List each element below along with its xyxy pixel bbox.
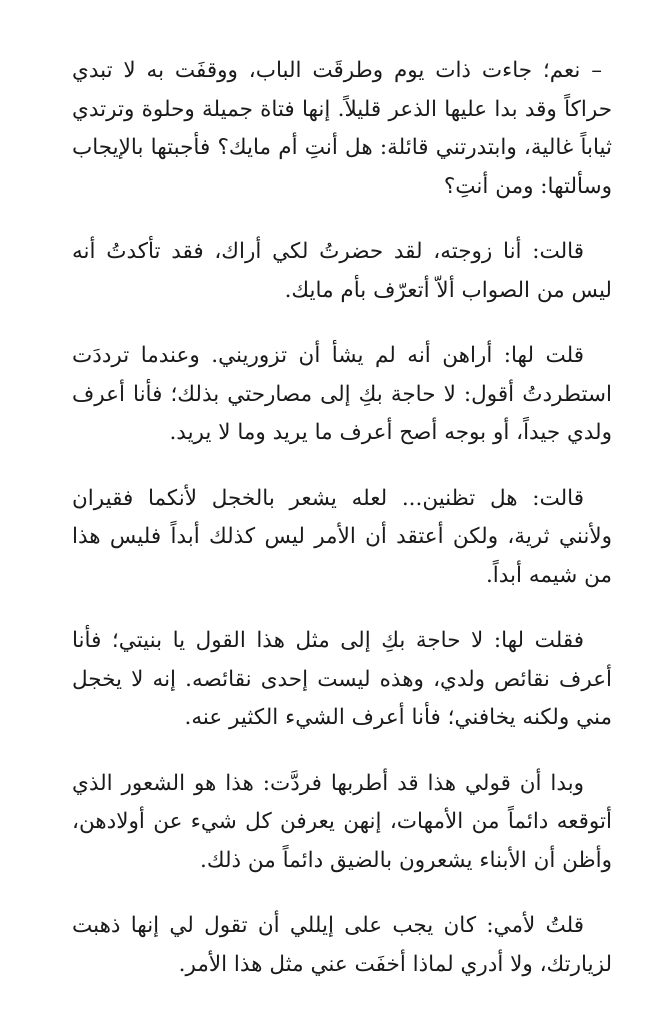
book-page-text	[72, 52, 612, 1011]
paragraph-7: قلتُ لأمي: كان يجب على إيللي أن تقول لي إنها ذهبت لزيارتك، ولا أدري لماذا أخفَت عني مثل هذا الأمر.	[72, 913, 612, 977]
paragraph-6: وبدا أن قولي هذا قد أطربها فردَّت: هذا هو الشعور الذي أتوقعه دائماً من الأمهات، إنهن يعرفن كل شيء عن أولادهن، وأظن أن الأبناء يشعرون بالضيق دائماً من ذلك.	[72, 770, 612, 873]
paragraph-1: – نعم؛ جاءت ذات يوم وطرقَت الباب، ووقفَت به لا تبدي حراكاً وقد بدا عليها الذعر قليلاً. إنها فتاة جميلة وحلوة وترتدي ثياباً غالية، وابتدرتني قائلة: هل أنتِ أم مايك؟ فأجبتها بالإيجاب وسألتها: ومن أنتِ؟	[72, 58, 612, 199]
paragraph-3: قلت لها: أراهن أنه لم يشأ أن تزوريني. وعندما ترددَت استطردتُ أقول: لا حاجة بكِ إلى مصارحتي بذلك؛ فأنا أعرف ولدي جيداً، أو بوجه أصح أعرف ما يريد وما لا يريد.	[72, 343, 612, 445]
paragraph-5: فقلت لها: لا حاجة بكِ إلى مثل هذا القول يا بنيتي؛ فأنا أعرف نقائص ولدي، وهذه ليست إحدى نقائصه. إنه لا يخجل مني ولكنه يخافني؛ فأنا أعرف الشيء الكثير عنه.	[72, 628, 612, 730]
paragraph-2: قالت: أنا زوجته، لقد حضرتُ لكي أراك، فقد تأكدتُ أنه ليس من الصواب ألاّ أتعرّف بأم مايك.	[72, 239, 612, 303]
paragraph-4: قالت: هل تظنين... لعله يشعر بالخجل لأنكما فقيران ولأنني ثرية، ولكن أعتقد أن الأمر ليس كذلك أبداً فليس هذا من شيمه أبداً.	[72, 485, 612, 588]
